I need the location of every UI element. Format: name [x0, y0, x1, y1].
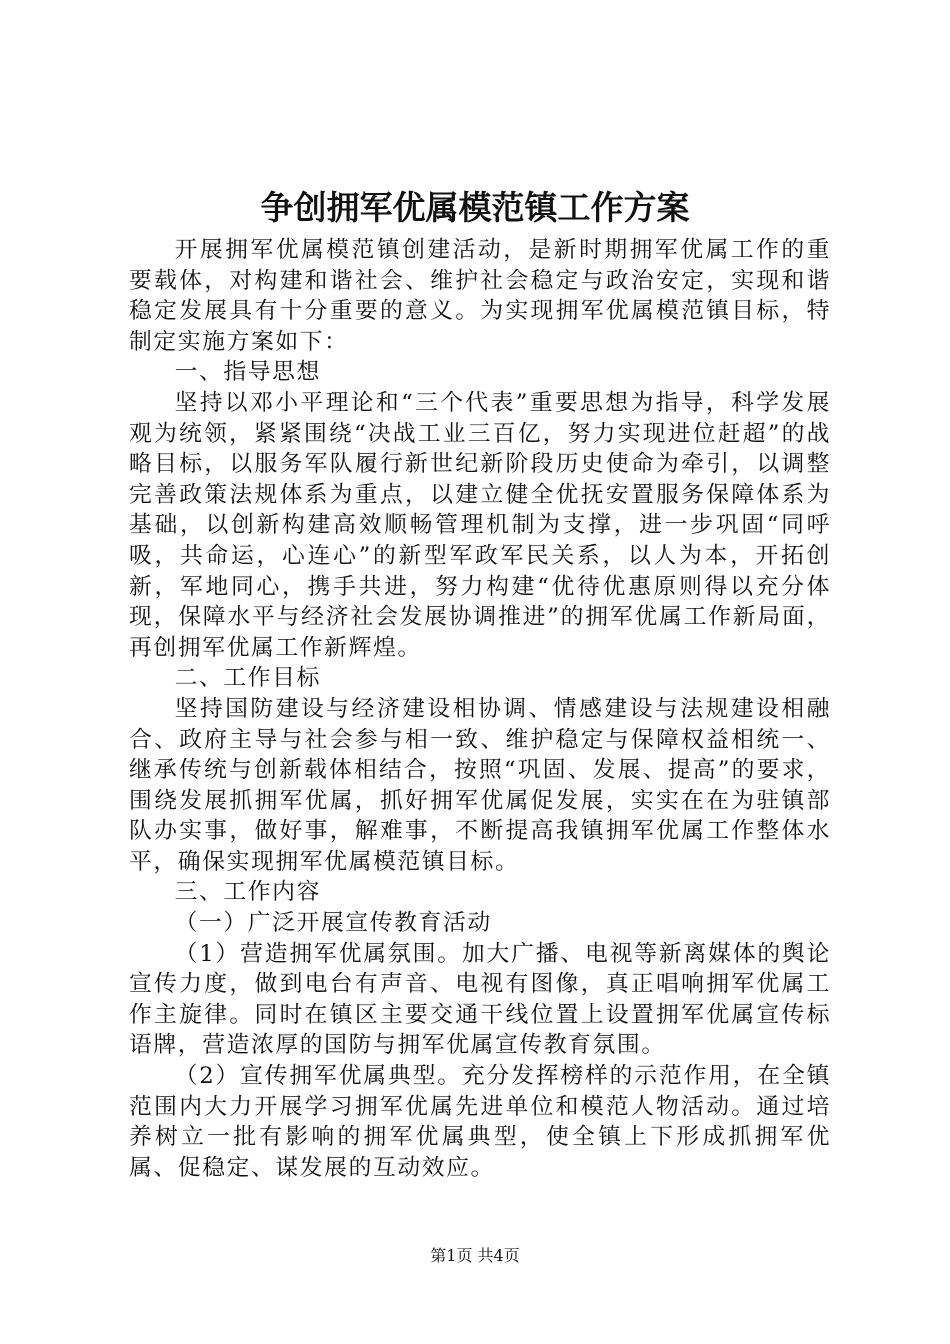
document-body: [129, 235, 831, 1183]
item-paragraph-atmosphere: （1）营造拥军优属氛围。加大广播、电视等新离媒体的舆论宣传力度，做到电台有声音、电视有图像，真正唱响拥军优属工作主旋律。同时在镇区主要交通干线位置上设置拥军优属宣传标语牌，营造浓厚的国防与拥军优属宣传教育氛围。: [129, 940, 831, 1059]
guiding-thought-paragraph: 坚持以邓小平理论和“三个代表”重要思想为指导，科学发展观为统领，紧紧围绕“决战工业三百亿，努力实现进位赶超”的战略目标，以服务军队履行新世纪新阶段历史使命为牵引，以调整完善政策法规体系为重点，以建立健全优抚安置服务保障体系为基础，以创新构建高效顺畅管理机制为支撑，进一步巩固“同呼吸，共命运，心连心”的新型军政军民关系，以人为本，开拓创新，军地同心，携手共进，努力构建“优待优惠原则得以充分体现，保障水平与经济社会发展协调推进”的拥军优属工作新局面，再创拥军优属工作新辉煌。: [129, 389, 831, 661]
section-heading-work-goals: 二、工作目标: [174, 665, 321, 692]
section-heading-work-content: 三、工作内容: [174, 879, 321, 906]
intro-paragraph: 开展拥军优属模范镇创建活动，是新时期拥军优属工作的重要载体，对构建和谐社会、维护社会稳定与政治安定，实现和谐稳定发展具有十分重要的意义。为实现拥军优属模范镇目标，特制定实施方案如下：: [129, 237, 831, 355]
document-title: 争创拥军优属模范镇工作方案: [260, 188, 690, 227]
item-paragraph-models: （2）宣传拥军优属典型。充分发挥榜样的示范作用，在全镇范围内大力开展学习拥军优属先进单位和模范人物活动。通过培养树立一批有影响的拥军优属典型，使全镇上下形成抓拥军优属、促稳定、谋发展的互动效应。: [129, 1063, 831, 1181]
work-goals-paragraph: 坚持国防建设与经济建设相协调、情感建设与法规建设相融合、政府主导与社会参与相一致、维护稳定与保障权益相统一、继承传统与创新载体相结合，按照“巩固、发展、提高”的要求，围绕发展抓拥军优属，抓好拥军优属促发展，实实在在为驻镇部队办实事，做好事，解难事，不断提高我镇拥军优属工作整体水平，确保实现拥军优属模范镇目标。: [129, 695, 831, 875]
subsection-heading-publicity: （一）广泛开展宣传教育活动: [174, 910, 492, 937]
page-footer: 第1页 共4页: [430, 1246, 520, 1265]
section-heading-guiding-thought: 一、指导思想: [174, 359, 321, 386]
